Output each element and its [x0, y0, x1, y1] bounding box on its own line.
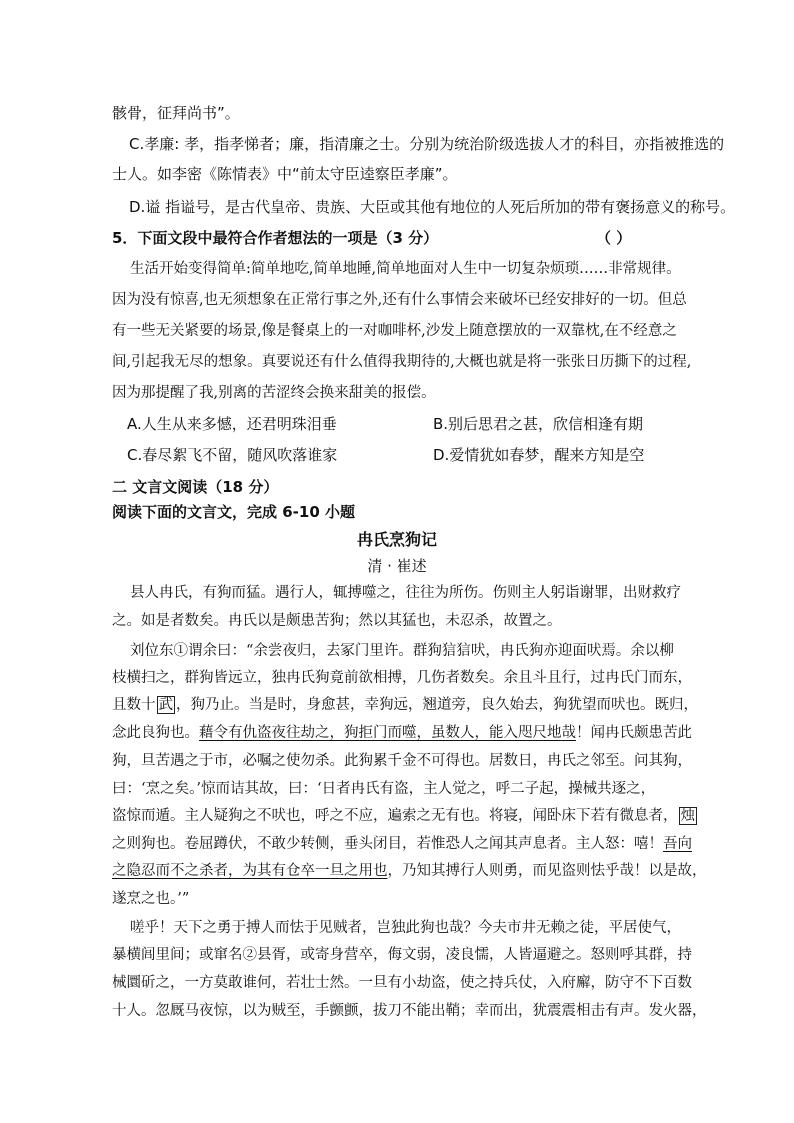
section2-heading: 二 文言文阅读（18 分） — [112, 478, 279, 496]
text-line: 枝横扫之，群狗皆远立，独冉氏狗竟前欲相搏，几伤者数矣。余且斗且行，过冉氏门而东， — [112, 670, 692, 686]
text-line: 遂烹之也。’” — [112, 891, 190, 907]
text-segment: 念此良狗也。 — [112, 725, 199, 741]
text-line: 刘位东①谓余曰：“余尝夜归，去冢门里许。群狗狺狺吠，冉氏狗亦迎面吠焉。余以柳 — [130, 643, 674, 659]
text-line: 曰：‘烹之矣。’惊而诘其故，曰：‘日者冉氏有盗，主人觉之，呼二子起，操械共逐之， — [112, 781, 656, 797]
boxed-character: 武 — [158, 697, 173, 713]
text-line: 之。如是者数矣。冉氏以是颇患苦狗；然以其猛也，未忍杀，故置之。 — [112, 613, 562, 629]
underlined-sentence: 之隐忍而不之杀者，为其有仓卒一旦之用也 — [112, 863, 388, 879]
q5-passage-line: 间,引起我无尽的想象。真要说还有什么值得我期待的,大概也就是将一张张日历撕下的过程, — [112, 354, 692, 370]
text-line — [112, 834, 692, 854]
passage-author: 清 · 崔述 — [367, 557, 427, 575]
section2-instruction: 阅读下面的文言文，完成 6-10 小题 — [112, 503, 355, 521]
text-line — [112, 806, 698, 826]
text-line — [112, 695, 698, 715]
text-segment: 且数十 — [112, 697, 156, 713]
text-line: 嗟乎！天下之勇于搏人而怯于见贼者，岂独此狗也哉？今夫市井无赖之徒，平居使气， — [130, 920, 681, 936]
text-segment: 盗惊而遁。主人疑狗之不吠也，呼之不应，遍索之无有也。将寝，闻卧床下若有微息者， — [112, 808, 678, 824]
q5-option-c: C.春尽絮飞不留，随风吹落谁家 — [127, 446, 338, 464]
q4-option-c-line2: 士人。如李密《陈情表》中“前太守臣逵察臣孝廉”。 — [112, 165, 458, 183]
text-segment: ，狗乃止。当是时，身愈甚，幸狗远，翘道旁，良久始去，狗犹望而吠也。既归， — [176, 697, 698, 713]
q5-answer-bracket: （ ） — [596, 229, 632, 247]
q4-option-c-line1: C.孝廉: 孝，指孝悌者；廉，指清廉之士。分别为统治阶级选拔人才的科目，亦指被推选的 — [129, 135, 725, 153]
passage-title: 冉氏烹狗记 — [356, 530, 437, 549]
q5-option-d: D.爱情犹如春梦，醒来方知是空 — [433, 446, 645, 464]
underlined-sentence: 吾向 — [663, 836, 692, 852]
text-line: 械圜斫之，一方莫敢谁何，若壮士然。一旦有小劫盗，使之持兵仗，入府廨，防守不下百数 — [112, 975, 692, 991]
q5-passage-line: 有一些无关紧要的场景,像是餐桌上的一对咖啡杯,沙发上随意摆放的一双靠枕,在不经意之 — [112, 323, 677, 339]
text-line: 十人。忽厩马夜惊，以为贼至，手颤颤，拔刀不能出鞘；幸而出，犹震震相击有声。发火器， — [112, 1003, 707, 1019]
q4-tail-line: 骸骨，征拜尚书”。 — [112, 104, 240, 122]
text-line: 狗，旦苦遇之于市，必嘱之使勿杀。此狗累千金不可得也。居数日，冉氏之邻至。问其狗， — [112, 753, 692, 769]
boxed-character: 烛 — [680, 808, 695, 824]
text-line — [112, 723, 692, 743]
q5-option-a: A.人生从来多憾，还君明珠泪垂 — [127, 415, 337, 433]
text-line: 暴横闾里间；或窜名②县胥，或寄身营卒，侮文弱，凌良懦，人皆逼避之。怒则呼其群，持 — [112, 947, 692, 963]
q4-option-d: D.谥 指谥号，是古代皇帝、贵族、大臣或其他有地位的人死后所加的带有褒扬意义的称号。 — [129, 198, 736, 216]
text-segment: 之则狗也。卷屈蹲伏，不敢少转侧，垂头闭目，若惟恐人之闻其声息者。主人怒：嘻！ — [112, 836, 663, 852]
text-segment: ！闻冉氏颇患苦此 — [576, 725, 692, 741]
text-line — [112, 861, 707, 881]
text-segment: ，乃知其搏行人则勇，而见盗则怯乎哉！以是故， — [387, 863, 707, 879]
q5-option-b: B.别后思君之甚，欣信相逢有期 — [433, 415, 644, 433]
q5-passage-line: 生活开始变得简单:简单地吃,简单地睡,简单地面对人生中一切复杂烦琐……非常规律。 — [130, 261, 681, 277]
q5-passage-line: 因为那提醒了我,别离的苦涩终会换来甜美的报偿。 — [112, 385, 436, 401]
text-line: 县人冉氏，有狗而猛。遇行人，辄搏噬之，往往为所伤。伤则主人躬诣谢罪，出财救疗 — [130, 585, 681, 601]
q5-passage-line: 因为没有惊喜,也无须想象在正常行事之外,还有什么事情会来破坏已经安排好的一切。但总 — [112, 292, 687, 308]
underlined-sentence: 藉令有仇盗夜往劫之，狗拒门而噬，虽数人，能入咫尺地哉 — [199, 725, 576, 741]
q5-question: 5．下面文段中最符合作者想法的一项是（3 分） — [112, 229, 439, 247]
